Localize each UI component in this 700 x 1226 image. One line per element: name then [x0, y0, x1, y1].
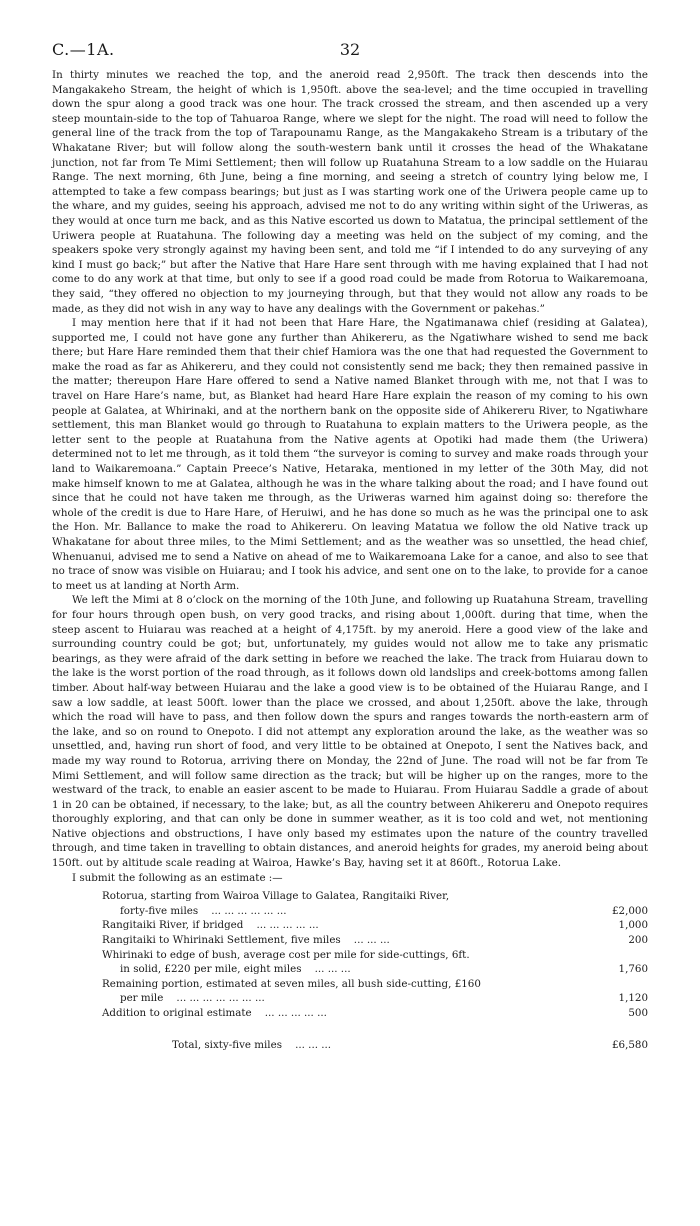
paper-reference: C.—1A. [52, 40, 115, 59]
estimate-row [102, 933, 648, 948]
estimate-row [102, 918, 648, 933]
paragraph-4: I submit the following as an estimate :— [72, 871, 283, 884]
estimate-item: Rangitaiki River, if bridged [102, 919, 244, 932]
total-label: Total, sixty-five miles [172, 1038, 282, 1051]
body-text [52, 68, 648, 885]
paragraph-1: In thirty minutes we reached the top, and the aneroid read 2,950ft. The track then descends into the Mangakakeho Stream, the height of which is 1,950ft. above the sea-level; and the time occupied in travelling down the spur along a good track was one hour. The track crossed the stream, and then ascended up a very steep mountain-side to the top of Tahuaroa Range, where we slept for the night. The road will need to follow the general line of the track from the top of Tarapounamu Range, as the Mangakakeho Stream is a tributary of the Whakatane River; but will follow along the south-western bank until it crosses the head of the Whakatane junction, not far from Te Mimi Settlement; then will follow up Ruatahuna Stream to a low saddle on the Huiarau Range. The next morning, 6th June, being a fine morning, and seeing a stretch of country lying below me, I attempted to take a few compass bearings; but just as I was starting work one of the Uriwera people came up to the whare, and my guides, seeing his approach, advised me not to do any writing within sight of the Uriweras, as they would at once turn me back, and as this Native escorted us down to Matatua, the principal settlement of the Uriwera people at Ruatahuna. The following day a meeting was held on the subject of my coming, and the speakers spoke very strongly against my having been sent, and told me “if I intended to do any surveying of any kind I must go back;” but after the Native that Hare Hare sent through with me having explained that I had not come to do any work at that time, but only to see if a good road could be made from Rotorua to Waikaremoana, they said, “they offered no objection to my journeying through, but that they would not allow any roads to be made, as they did not wish in any way to have any dealings with the Government or pakehas.” [52, 69, 648, 315]
leader-dots: ... ... ... ... ... ... [211, 904, 287, 917]
leader-dots: ... ... ... ... ... [256, 919, 319, 932]
leader-dots: ... ... ... ... ... ... ... [176, 992, 265, 1005]
estimate-table [102, 889, 648, 1020]
estimate-item-cont: per mile [120, 992, 164, 1005]
estimate-item: Remaining portion, estimated at seven miles, all bush side-cutting, £160 [102, 977, 481, 990]
estimate-amount: 1,760 [618, 963, 648, 976]
estimate-row [102, 889, 648, 918]
total-amount: £6,580 [611, 1038, 648, 1051]
estimate-amount: 200 [628, 934, 648, 947]
leader-dots: ... ... ... [314, 963, 351, 976]
estimate-row [102, 1006, 648, 1021]
estimate-item: Whirinaki to edge of bush, average cost per mile for side-cuttings, 6ft. [102, 948, 470, 961]
estimate-item-cont: in solid, £220 per mile, eight miles [120, 963, 302, 976]
estimate-row [102, 948, 648, 977]
estimate-item-cont: forty-five miles [120, 904, 199, 917]
estimate-total-row [172, 1039, 648, 1051]
paragraph-2: I may mention here that if it had not been that Hare Hare, the Ngatimanawa chief (residing at Galatea), supported me, I could not have gone any further than Ahikereru, as the Ngatiwhare wished to send me back there; but Hare Hare reminded them that their chief Hamiora was the one that had requested the Government to make the road as far as Ahikereru, and they could not consistently send me back; they then remained passive in the matter; thereupon Hare Hare offered to send a Native named Blanket through with me, not that I was to travel on Hare Hare’s name, but, as Blanket had heard Hare Hare explain the reason of my coming to his own people at Galatea, at Whirinaki, and at the northern bank on the opposite side of Ahikereru River, to Ngatiwhare settlement, this man Blanket would go through to Ruatahuna to explain matters to the Uriwera people, as the letter sent to the people at Ruatahuna from the Native agents at Opotiki had made them (the Uriwera) determined not to let me through, as it told them “the surveyor is coming to survey and make roads through your land to Waikaremoana.” Captain Preece’s Native, Hetaraka, mentioned in my letter of the 30th May, did not make himself known to me at Galatea, although he was in the whare talking about the road; and I have found out since that he could not have taken me through, as the Uriweras warned him against doing so: therefore the whole of the credit is due to Hare Hare, of Heruiwi, and he has done so much as he was the principal one to ask the Hon. Mr. Ballance to make the road to Ahikereru. On leaving Matatua we follow the old Native track up Whakatane for about three miles, to the Mimi Settlement; and as the weather was so unsettled, the head chief, Whenuanui, advised me to send a Native on ahead of me to Waikaremoana Lake for a canoe, and also to see that no trace of snow was visible on Huiarau; and I took his advice, and sent one on to the lake, to provide for a canoe to meet us at landing at North Arm. [52, 317, 648, 592]
document-page [52, 40, 648, 1220]
estimate-amount: 500 [628, 1007, 648, 1019]
estimate-row [102, 977, 648, 1006]
estimate-item: Addition to original estimate [102, 1007, 252, 1019]
estimate-item: Rangitaiki to Whirinaki Settlement, five miles [102, 934, 341, 947]
estimate-amount: 1,000 [618, 919, 648, 932]
paragraph-3: We left the Mimi at 8 o’clock on the morning of the 10th June, and following up Ruatahuna Stream, travelling for four hours through open bush, on very good tracks, and rising about 1,000ft. during that time, when the steep ascent to Huiarau was reached at a height of 4,175ft. by my aneroid. Here a good view of the lake and surrounding country could be got; but, unfortunately, my guides would not allow me to take any prismatic bearings, as they were afraid of the dark setting in before we reached the lake. The track from Huiarau down to the lake is the worst portion of the road through, as it follows down old landslips and creek-bottoms among fallen timber. About half-way between Huiarau and the lake a good view is to be obtained of the Huiarau Range, and I saw a low saddle, at least 500ft. lower than the place we crossed, and about 1,250ft. above the lake, through which the road will have to pass, and then follow down the spurs and ranges towards the north-eastern arm of the lake, and so on round to Onepoto. I did not attempt any exploration around the lake, as the weather was so unsettled, and, having run short of food, and very little to be obtained at Onepoto, I sent the Natives back, and made my way round to Rotorua, arriving there on Monday, the 22nd of June. The road will not be far from Te Mimi Settlement, and will follow same direction as the track; but will be higher up on the ranges, more to the westward of the track, to enable an easier ascent to be made to Huiarau. From Huiarau Saddle a grade of about 1 in 20 can be obtained, if necessary, to the lake; but, as all the country between Ahikereru and Onepoto requires thoroughly exploring, and that can only be done in summer weather, as it is too cold and wet, not mentioning Native objections and obstructions, I have only based my estimates upon the nature of the country travelled through, and time taken in travelling to obtain distances, and aneroid heights for grades, my aneroid being about 150ft. out by altitude scale reading at Wairoa, Hawke’s Bay, having set it at 860ft., Rotorua Lake. [52, 594, 648, 870]
leader-dots: ... ... ... ... ... [264, 1007, 327, 1019]
page-number: 32 [339, 40, 361, 59]
leader-dots: ... ... ... [295, 1038, 332, 1051]
estimate-amount: 1,120 [618, 992, 648, 1005]
estimate-item: Rotorua, starting from Wairoa Village to Galatea, Rangitaiki River, [102, 890, 450, 903]
estimate-amount: £2,000 [611, 904, 648, 917]
page-header [52, 40, 648, 68]
leader-dots: ... ... ... [353, 934, 390, 947]
